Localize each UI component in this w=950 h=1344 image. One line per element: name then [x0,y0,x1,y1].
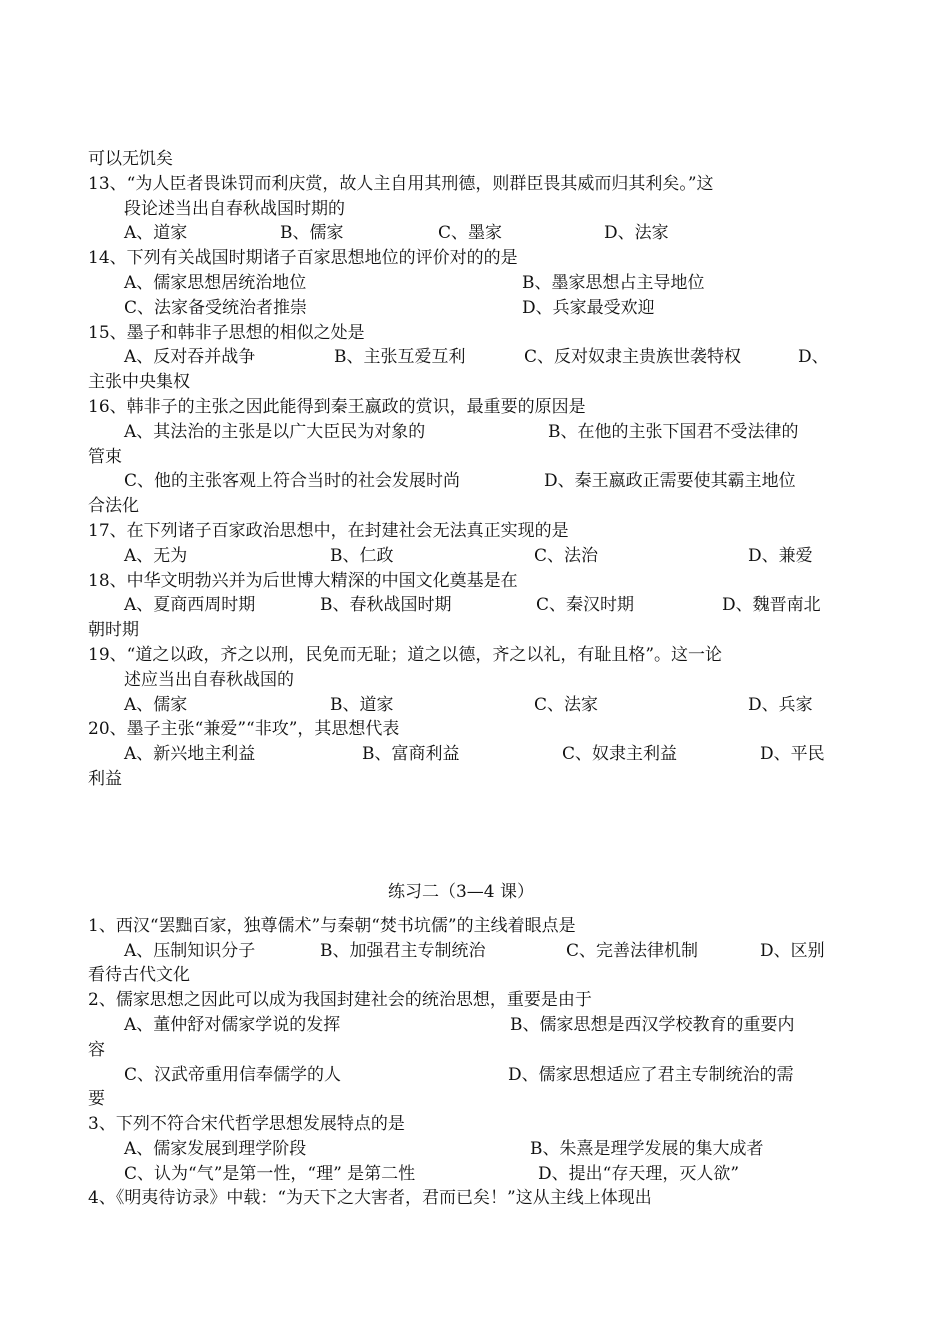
question-1 [88,914,834,988]
option-c: C、汉武帝重用信奉儒学的人 [124,1064,342,1085]
option-wrap: 容 [88,1039,105,1060]
option-d: D、平民 [760,744,825,765]
option-a: A、夏商西周时期 [124,595,256,616]
option-c: C、法治 [534,545,599,566]
question-stem: 17、在下列诸子百家政治思想中，在封建社会无法真正实现的是 [88,520,569,541]
exercise-page [88,147,834,1211]
option-row [88,593,834,618]
option-row [88,1162,834,1187]
option-a: A、无为 [124,545,188,566]
question-15 [88,321,834,395]
option-c: C、完善法律机制 [566,940,699,961]
option-c: C、反对奴隶主贵族世袭特权 [524,347,742,368]
option-d: D、兵家最受欢迎 [522,297,655,318]
option-b: B、加强君主专制统治 [320,940,486,961]
option-row [88,1013,834,1038]
question-stem: 2、儒家思想之因此可以成为我国封建社会的统治思想，重要是由于 [88,990,592,1011]
question-stem: 4、《明夷待访录》中载：“为天下之大害者，君而已矣！”这从主线上体现出 [88,1188,652,1209]
question-17 [88,519,834,569]
question-stem: 16、韩非子的主张之因此能得到秦王嬴政的赏识，最重要的原因是 [88,396,586,417]
option-row [88,271,834,296]
question-stem: 14、下列有关战国时期诸子百家思想地位的评价对的的是 [88,248,518,269]
section-title: 练习二（3—4 课） [387,881,535,902]
option-row [88,939,834,964]
option-d: D、区别 [760,940,825,961]
option-a: A、反对吞并战争 [124,347,256,368]
option-a: A、儒家思想居统治地位 [124,272,307,293]
option-a: A、压制知识分子 [124,940,256,961]
option-row [88,469,834,494]
option-d: D、秦王嬴政正需要使其霸主地位 [544,471,796,492]
option-d: D、魏晋南北 [722,595,821,616]
option-wrap: 管束 [88,446,122,467]
question-stem: 18、中华文明勃兴并为后世博大精深的中国文化奠基是在 [88,570,518,591]
option-a: A、新兴地主利益 [124,744,256,765]
option-a: A、董仲舒对儒家学说的发挥 [124,1014,341,1035]
option-a: A、其法治的主张是以广大臣民为对象的 [124,421,426,442]
option-row [88,221,834,246]
question-stem: 3、下列不符合宋代哲学思想发展特点的是 [88,1114,405,1135]
question-stem-cont: 段论述当出自春秋战国时期的 [124,198,345,219]
question-13 [88,172,834,246]
option-row [88,345,834,370]
option-c: C、他的主张客观上符合当时的社会发展时尚 [124,471,461,492]
option-wrap: 要 [88,1089,105,1110]
question-18 [88,569,834,643]
question-19 [88,643,834,717]
option-b: B、富商利益 [362,744,460,765]
option-wrap: 朝时期 [88,620,139,641]
option-row [88,544,834,569]
option-d: D、兵家 [748,694,813,715]
question-stem-cont: 述应当出自春秋战国的 [124,669,294,690]
option-row [88,296,834,321]
option-b: B、朱熹是理学发展的集大成者 [530,1138,764,1159]
option-row [88,693,834,718]
option-wrap: 合法化 [88,496,139,517]
section-spacer [88,792,834,880]
option-d: D、法家 [604,223,669,244]
option-c: C、认为“气”是第一性，“理” 是第二性 [124,1163,416,1184]
option-d: D、兼爱 [748,545,813,566]
option-row [88,420,834,445]
question-stem: 19、“道之以政，齐之以刑，民免而无耻；道之以德，齐之以礼，有耻且格”。这一论 [88,644,723,665]
option-b: B、主张互爱互利 [334,347,466,368]
option-c: C、法家备受统治者推崇 [124,297,308,318]
question-stem: 13、“为人臣者畏诛罚而利庆赏，故人主自用其刑德，则群臣畏其威而归其利矣。”这 [88,173,714,194]
question-stem: 1、西汉“罢黜百家，独尊儒术”与秦朝“焚书坑儒”的主线着眼点是 [88,915,576,936]
option-c: C、法家 [534,694,599,715]
option-c: C、墨家 [438,223,503,244]
option-b: B、仁政 [330,545,394,566]
option-b: B、儒家思想是西汉学校教育的重要内 [510,1014,795,1035]
question-16 [88,395,834,519]
question-stem: 20、墨子主张“兼爱”“非攻”，其思想代表 [88,719,400,740]
option-a: A、儒家 [124,694,188,715]
option-row [88,1063,834,1088]
option-b: B、墨家思想占主导地位 [522,272,705,293]
question-stem: 15、墨子和韩非子思想的相似之处是 [88,322,365,343]
question-4 [88,1186,834,1211]
option-d: D、 [798,347,829,368]
option-d: D、提出“存天理，灭人欲” [538,1163,740,1184]
option-d: D、儒家思想适应了君主专制统治的需 [508,1064,794,1085]
option-a: A、道家 [124,223,188,244]
option-wrap: 看待古代文化 [88,965,190,986]
question-14 [88,246,834,320]
option-b: B、春秋战国时期 [320,595,452,616]
carry-over-text: 可以无饥矣 [88,149,173,169]
option-row [88,1137,834,1162]
question-20 [88,717,834,791]
option-b: B、在他的主张下国君不受法律的 [548,421,799,442]
option-c: C、秦汉时期 [536,595,635,616]
option-wrap: 利益 [88,768,122,789]
option-row [88,742,834,767]
option-c: C、奴隶主利益 [562,744,678,765]
option-wrap: 主张中央集权 [88,372,190,393]
option-a: A、儒家发展到理学阶段 [124,1138,307,1159]
question-3 [88,1112,834,1186]
option-b: B、道家 [330,694,394,715]
question-2 [88,988,834,1112]
option-b: B、儒家 [280,223,344,244]
